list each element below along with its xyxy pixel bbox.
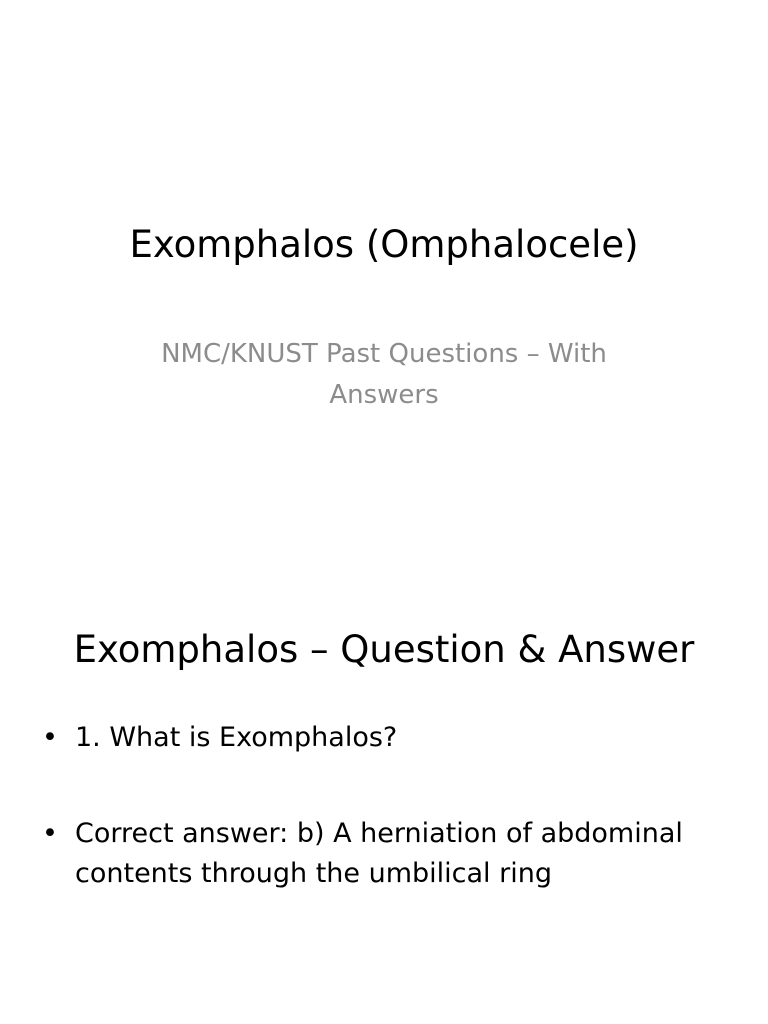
bullet-icon: • [42, 818, 58, 849]
slide-title: Exomphalos (Omphalocele) [129, 223, 639, 266]
slide-title: Exomphalos – Question & Answer [73, 628, 695, 671]
bullet-icon: • [42, 722, 58, 753]
bullet-text: Correct answer: b) A herniation of abdominal contents through the umbilical ring [75, 818, 683, 889]
slide-subtitle: NMC/KNUST Past Questions – With Answers [161, 339, 607, 410]
bullet-item-answer [42, 814, 732, 894]
bullet-text: 1. What is Exomphalos? [75, 722, 398, 753]
bullet-list [42, 718, 732, 894]
content-slide [0, 512, 768, 1024]
bullet-item-question [42, 718, 732, 758]
